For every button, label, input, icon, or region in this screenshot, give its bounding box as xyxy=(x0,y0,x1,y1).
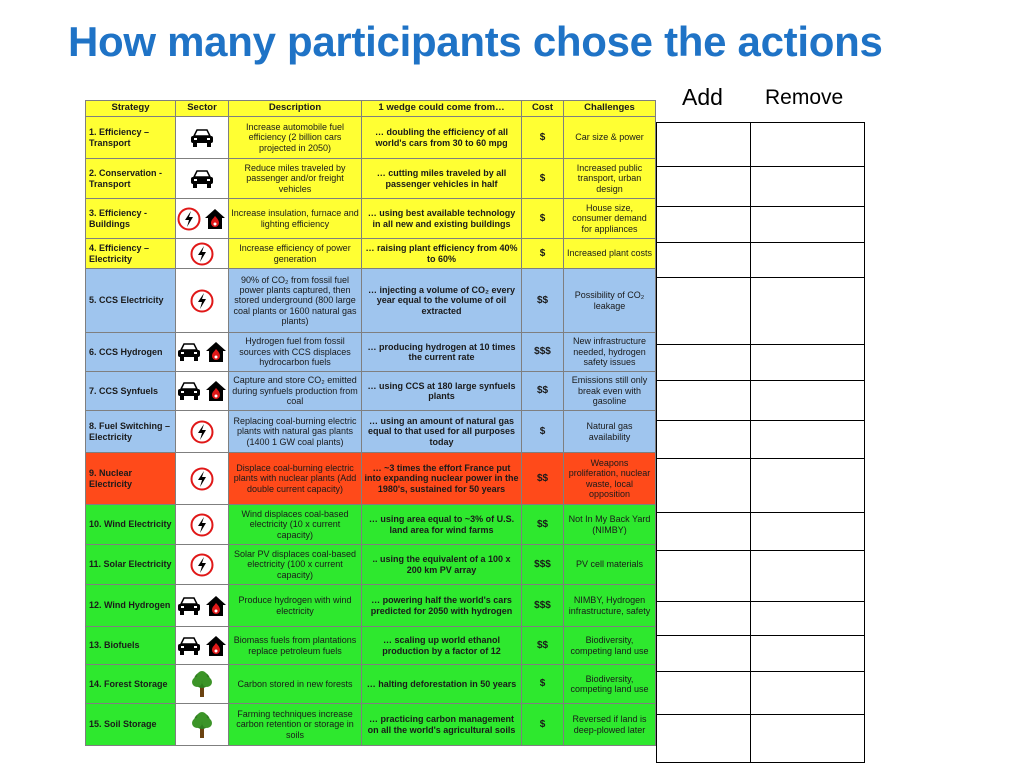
vote-row xyxy=(657,167,865,207)
challenges-cell: PV cell materials xyxy=(564,545,656,585)
house-heat-icon xyxy=(204,594,228,618)
cost-cell: $$ xyxy=(522,453,564,505)
remove-vote-cell xyxy=(751,672,865,715)
table-row xyxy=(86,411,656,453)
table-row xyxy=(86,333,656,372)
cost-cell: $$$ xyxy=(522,545,564,585)
remove-vote-cell xyxy=(751,345,865,381)
strategy-cell: 2. Conservation - Transport xyxy=(86,159,176,199)
description-cell: Increase insulation, furnace and lighting efficiency xyxy=(229,199,362,239)
vote-row xyxy=(657,715,865,763)
cost-cell: $$ xyxy=(522,269,564,333)
vote-row xyxy=(657,421,865,459)
table-row xyxy=(86,269,656,333)
description-cell: Replacing coal-burning electric plants with natural gas plants (1400 1 GW coal plants) xyxy=(229,411,362,453)
strategy-cell: 15. Soil Storage xyxy=(86,704,176,746)
electricity-icon xyxy=(190,467,214,491)
house-heat-icon xyxy=(204,379,228,403)
add-vote-cell xyxy=(657,551,751,602)
sector-cell xyxy=(176,411,229,453)
remove-vote-cell xyxy=(751,123,865,167)
car-icon xyxy=(176,341,202,363)
description-cell: Carbon stored in new forests xyxy=(229,665,362,704)
table-row xyxy=(86,665,656,704)
add-vote-cell xyxy=(657,459,751,513)
strategy-cell: 5. CCS Electricity xyxy=(86,269,176,333)
strategy-cell: 11. Solar Electricity xyxy=(86,545,176,585)
table-row xyxy=(86,117,656,159)
description-cell: Farming techniques increase carbon retention or storage in soils xyxy=(229,704,362,746)
table-row xyxy=(86,372,656,411)
car-icon xyxy=(176,635,202,657)
cost-cell: $ xyxy=(522,239,564,269)
wedge-cell: … ~3 times the effort France put into expanding nuclear power in the 1980's, sustained for 50 years xyxy=(362,453,522,505)
sector-cell xyxy=(176,545,229,585)
challenges-cell: Weapons proliferation, nuclear waste, local opposition xyxy=(564,453,656,505)
table-row xyxy=(86,159,656,199)
electricity-icon xyxy=(190,553,214,577)
add-vote-cell xyxy=(657,421,751,459)
challenges-cell: Biodiversity, competing land use xyxy=(564,627,656,665)
tree-icon xyxy=(190,670,214,698)
table-header-row xyxy=(86,101,656,117)
strategy-cell: 13. Biofuels xyxy=(86,627,176,665)
electricity-icon xyxy=(190,513,214,537)
cost-cell: $ xyxy=(522,665,564,704)
strategy-cell: 14. Forest Storage xyxy=(86,665,176,704)
table-row xyxy=(86,585,656,627)
wedge-cell: … powering half the world's cars predicted for 2050 with hydrogen xyxy=(362,585,522,627)
electricity-icon xyxy=(190,289,214,313)
add-vote-cell xyxy=(657,243,751,278)
description-cell: 90% of CO₂ from fossil fuel power plants captured, then stored underground (800 large coal plants or 1600 natural gas plants) xyxy=(229,269,362,333)
table-row xyxy=(86,199,656,239)
car-icon xyxy=(176,595,202,617)
tree-icon xyxy=(190,711,214,739)
remove-column-label: Remove xyxy=(765,86,844,109)
table-row xyxy=(86,239,656,269)
strategy-cell: 1. Efficiency – Transport xyxy=(86,117,176,159)
strategy-cell: 8. Fuel Switching – Electricity xyxy=(86,411,176,453)
add-vote-cell xyxy=(657,381,751,421)
remove-vote-cell xyxy=(751,636,865,672)
sector-cell xyxy=(176,585,229,627)
header-wedge: 1 wedge could come from… xyxy=(362,101,522,117)
challenges-cell: Possibility of CO₂ leakage xyxy=(564,269,656,333)
remove-vote-cell xyxy=(751,381,865,421)
wedge-cell: .. using the equivalent of a 100 x 200 km PV array xyxy=(362,545,522,585)
house-heat-icon xyxy=(204,340,228,364)
description-cell: Increase automobile fuel efficiency (2 billion cars projected in 2050) xyxy=(229,117,362,159)
sector-cell xyxy=(176,453,229,505)
vote-row xyxy=(657,278,865,345)
table-row xyxy=(86,704,656,746)
strategy-cell: 10. Wind Electricity xyxy=(86,505,176,545)
vote-row xyxy=(657,459,865,513)
remove-vote-cell xyxy=(751,602,865,636)
sector-cell xyxy=(176,117,229,159)
wedge-cell: … using CCS at 180 large synfuels plants xyxy=(362,372,522,411)
strategy-cell: 9. Nuclear Electricity xyxy=(86,453,176,505)
remove-vote-cell xyxy=(751,551,865,602)
electricity-icon xyxy=(190,420,214,444)
header-strategy: Strategy xyxy=(86,101,176,117)
wedge-cell: … practicing carbon management on all the world's agricultural soils xyxy=(362,704,522,746)
add-vote-cell xyxy=(657,602,751,636)
challenges-cell: Emissions still only break even with gasoline xyxy=(564,372,656,411)
add-vote-cell xyxy=(657,207,751,243)
challenges-cell: Reversed if land is deep-plowed later xyxy=(564,704,656,746)
add-vote-cell xyxy=(657,636,751,672)
header-description: Description xyxy=(229,101,362,117)
table-row xyxy=(86,453,656,505)
vote-row xyxy=(657,551,865,602)
challenges-cell: Increased plant costs xyxy=(564,239,656,269)
vote-row xyxy=(657,381,865,421)
add-vote-cell xyxy=(657,345,751,381)
sector-cell xyxy=(176,199,229,239)
sector-cell xyxy=(176,704,229,746)
remove-vote-cell xyxy=(751,278,865,345)
wedge-cell: … injecting a volume of CO₂ every year equal to the volume of oil extracted xyxy=(362,269,522,333)
wedge-cell: … using area equal to ~3% of U.S. land area for wind farms xyxy=(362,505,522,545)
strategy-cell: 7. CCS Synfuels xyxy=(86,372,176,411)
wedge-cell: … doubling the efficiency of all world's cars from 30 to 60 mpg xyxy=(362,117,522,159)
cost-cell: $$ xyxy=(522,505,564,545)
header-challenges: Challenges xyxy=(564,101,656,117)
description-cell: Solar PV displaces coal-based electricity (100 x current capacity) xyxy=(229,545,362,585)
cost-cell: $ xyxy=(522,199,564,239)
page-title: How many participants chose the actions xyxy=(68,18,883,65)
cost-cell: $$ xyxy=(522,372,564,411)
remove-vote-cell xyxy=(751,207,865,243)
add-vote-cell xyxy=(657,123,751,167)
add-vote-cell xyxy=(657,715,751,763)
car-icon xyxy=(176,380,202,402)
sector-cell xyxy=(176,269,229,333)
add-vote-cell xyxy=(657,672,751,715)
description-cell: Displace coal-burning electric plants with nuclear plants (Add double current capacity) xyxy=(229,453,362,505)
description-cell: Hydrogen fuel from fossil sources with CCS displaces hydrocarbon fuels xyxy=(229,333,362,372)
sector-cell xyxy=(176,505,229,545)
house-heat-icon xyxy=(203,207,227,231)
wedge-strategies-table xyxy=(85,100,656,746)
remove-vote-cell xyxy=(751,243,865,278)
table-row xyxy=(86,505,656,545)
description-cell: Capture and store CO₂ emitted during synfuels production from coal xyxy=(229,372,362,411)
cost-cell: $$ xyxy=(522,627,564,665)
sector-cell xyxy=(176,159,229,199)
wedge-cell: … using best available technology in all new and existing buildings xyxy=(362,199,522,239)
remove-vote-cell xyxy=(751,167,865,207)
challenges-cell: NIMBY, Hydrogen infrastructure, safety xyxy=(564,585,656,627)
cost-cell: $$$ xyxy=(522,585,564,627)
description-cell: Increase efficiency of power generation xyxy=(229,239,362,269)
header-cost: Cost xyxy=(522,101,564,117)
strategy-cell: 4. Efficiency – Electricity xyxy=(86,239,176,269)
add-vote-cell xyxy=(657,513,751,551)
cost-cell: $ xyxy=(522,117,564,159)
vote-row xyxy=(657,513,865,551)
header-sector: Sector xyxy=(176,101,229,117)
vote-tally-table xyxy=(656,122,865,763)
add-vote-cell xyxy=(657,167,751,207)
wedge-cell: … using an amount of natural gas equal to that used for all purposes today xyxy=(362,411,522,453)
strategy-cell: 12. Wind Hydrogen xyxy=(86,585,176,627)
wedge-cell: … producing hydrogen at 10 times the current rate xyxy=(362,333,522,372)
house-heat-icon xyxy=(204,634,228,658)
description-cell: Reduce miles traveled by passenger and/or freight vehicles xyxy=(229,159,362,199)
electricity-icon xyxy=(177,207,201,231)
description-cell: Wind displaces coal-based electricity (10 x current capacity) xyxy=(229,505,362,545)
challenges-cell: Increased public transport, urban design xyxy=(564,159,656,199)
sector-cell xyxy=(176,333,229,372)
vote-row xyxy=(657,345,865,381)
car-icon xyxy=(189,168,215,190)
vote-row xyxy=(657,602,865,636)
remove-vote-cell xyxy=(751,421,865,459)
wedge-cell: … cutting miles traveled by all passenger vehicles in half xyxy=(362,159,522,199)
table-row xyxy=(86,627,656,665)
remove-vote-cell xyxy=(751,513,865,551)
electricity-icon xyxy=(190,242,214,266)
challenges-cell: House size, consumer demand for appliances xyxy=(564,199,656,239)
remove-vote-cell xyxy=(751,715,865,763)
cost-cell: $ xyxy=(522,411,564,453)
sector-cell xyxy=(176,239,229,269)
challenges-cell: New infrastructure needed, hydrogen safety issues xyxy=(564,333,656,372)
strategy-cell: 3. Efficiency - Buildings xyxy=(86,199,176,239)
challenges-cell: Biodiversity, competing land use xyxy=(564,665,656,704)
vote-row xyxy=(657,636,865,672)
challenges-cell: Not In My Back Yard (NIMBY) xyxy=(564,505,656,545)
sector-cell xyxy=(176,372,229,411)
description-cell: Biomass fuels from plantations replace petroleum fuels xyxy=(229,627,362,665)
remove-vote-cell xyxy=(751,459,865,513)
challenges-cell: Car size & power xyxy=(564,117,656,159)
add-vote-cell xyxy=(657,278,751,345)
cost-cell: $ xyxy=(522,159,564,199)
wedge-cell: … halting deforestation in 50 years xyxy=(362,665,522,704)
sector-cell xyxy=(176,665,229,704)
wedge-cell: … raising plant efficiency from 40% to 60% xyxy=(362,239,522,269)
strategy-cell: 6. CCS Hydrogen xyxy=(86,333,176,372)
add-column-label: Add xyxy=(682,84,723,110)
table-row xyxy=(86,545,656,585)
vote-row xyxy=(657,672,865,715)
description-cell: Produce hydrogen with wind electricity xyxy=(229,585,362,627)
car-icon xyxy=(189,127,215,149)
vote-row xyxy=(657,123,865,167)
vote-row xyxy=(657,207,865,243)
cost-cell: $ xyxy=(522,704,564,746)
challenges-cell: Natural gas availability xyxy=(564,411,656,453)
sector-cell xyxy=(176,627,229,665)
vote-row xyxy=(657,243,865,278)
cost-cell: $$$ xyxy=(522,333,564,372)
wedge-cell: … scaling up world ethanol production by a factor of 12 xyxy=(362,627,522,665)
